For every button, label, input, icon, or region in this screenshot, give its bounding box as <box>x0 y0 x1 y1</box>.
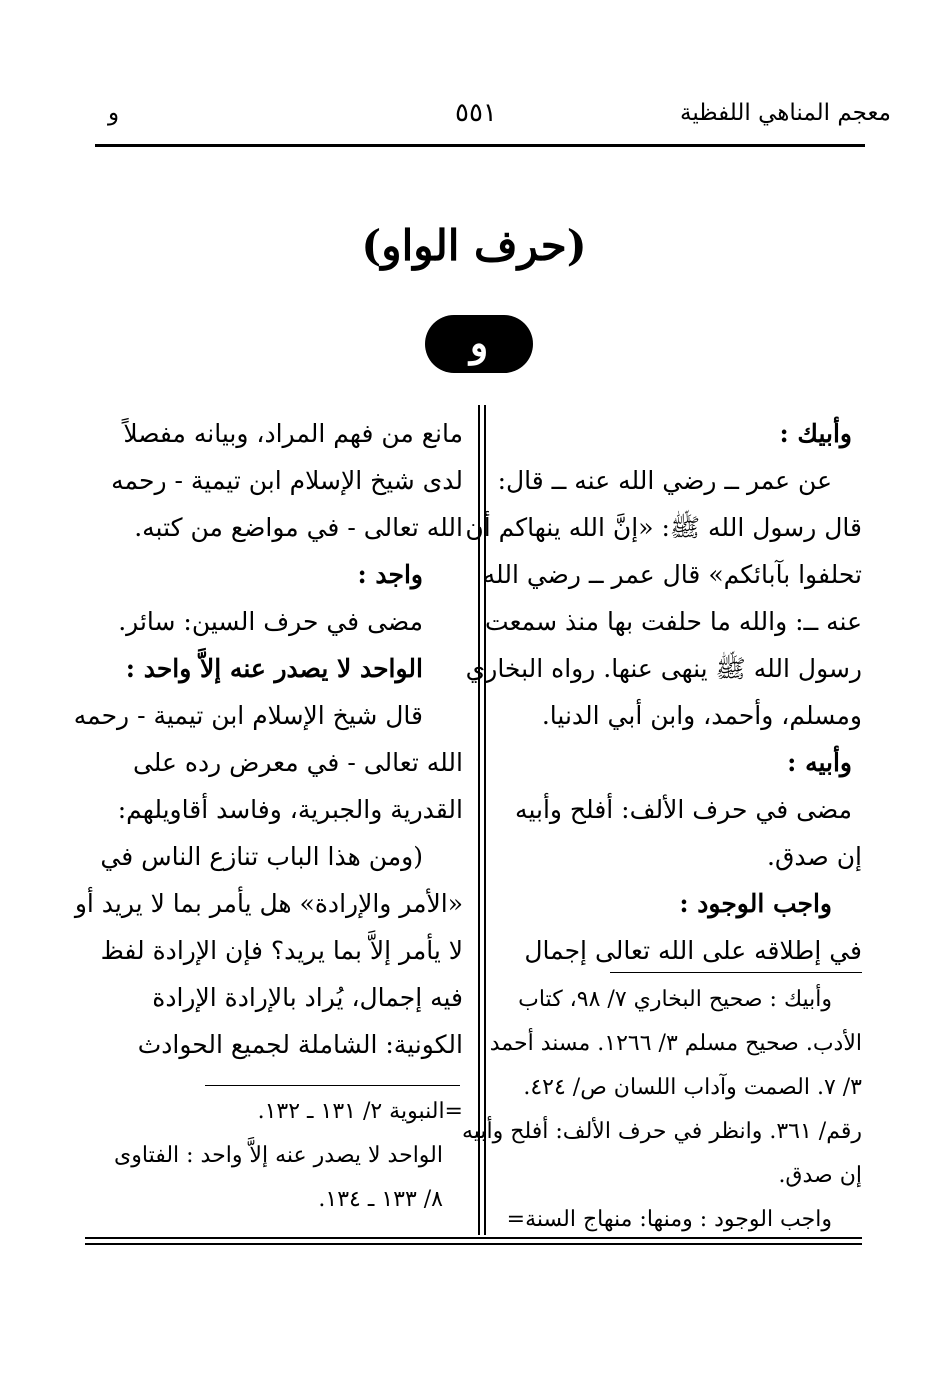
text-line: ومسلم، وأحمد، وابن أبي الدنيا. <box>541 701 862 730</box>
left-column <box>73 410 463 1068</box>
page-number: ٥٥١ <box>455 98 497 128</box>
book-title: معجم المناهي اللفظية <box>680 100 891 126</box>
right-footnotes <box>462 978 862 1242</box>
footnote-line: واجب الوجود : ومنها: منهاج السنة= <box>506 1207 832 1232</box>
text-line: القدرية والجبرية، وفاسد أقاويلهم: <box>117 795 463 824</box>
text-line: «الأمر والإرادة» هل يأمر بما لا يريد أو <box>74 889 463 918</box>
left-footnotes <box>85 1090 463 1222</box>
bottom-rule <box>85 1243 862 1245</box>
right-column <box>465 410 862 974</box>
footnote-line: ٨/ ١٣٣ ـ ١٣٤. <box>318 1187 443 1212</box>
footnote-rule <box>610 972 862 973</box>
footnote-rule <box>205 1085 460 1086</box>
text-line: الكونية: الشاملة لجميع الحوادث <box>137 1030 463 1059</box>
text-line: مضى في حرف السين: سائر. <box>118 607 423 636</box>
text-line: مانع من فهم المراد، وبيانه مفصلاً <box>123 419 463 448</box>
text-line: إن صدق. <box>767 842 862 871</box>
text-line: لدى شيخ الإسلام ابن تيمية - رحمه <box>111 466 463 495</box>
section-letter: و <box>108 100 120 126</box>
text-line: (ومن هذا الباب تنازع الناس في <box>100 842 423 871</box>
text-line: الله تعالى - في معرض رده على <box>132 748 463 777</box>
header-rule <box>95 144 865 147</box>
text-line: في إطلاقه على الله تعالى إجمال <box>524 936 862 965</box>
text-line: فيه إجمال، يُراد بالإرادة الإرادة <box>152 983 463 1012</box>
text-line: قال شيخ الإسلام ابن تيمية - رحمه <box>73 701 423 730</box>
footnote-line: رقم/ ٣٦١. وانظر في حرف الألف: أفلح وأبيه <box>462 1119 862 1144</box>
footnote-line: الواحد لا يصدر عنه إلاَّ واحد : الفتاوى <box>114 1143 443 1168</box>
footnote-line: =النبوية ٢/ ١٣١ ـ ١٣٢. <box>257 1099 463 1124</box>
text-line: مضى في حرف الألف: أفلح وأبيه <box>515 795 852 824</box>
text-line: تحلفوا بآبائكم» قال عمر ــ رضي الله <box>482 560 862 589</box>
chapter-title: (حرف الواو) <box>361 221 587 270</box>
footnote-line: إن صدق. <box>778 1163 862 1188</box>
entry-heading: واجب الوجود : <box>679 889 832 918</box>
footnote-line: ٣/ ٧. الصمت وآداب اللسان ص/ ٤٢٤. <box>523 1075 862 1100</box>
text-line: الله تعالى - في مواضع من كتبه. <box>134 513 463 542</box>
entry-heading: الواحد لا يصدر عنه إلاَّ واحد : <box>125 654 423 683</box>
text-line: عن عمر ــ رضي الله عنه ــ قال: <box>497 466 832 495</box>
entry-heading: وأبيك : <box>779 419 852 448</box>
entry-heading: وأبيه : <box>787 748 852 777</box>
entry-heading: واجد : <box>357 560 423 589</box>
text-line: عنه ــ: والله ما حلفت بها منذ سمعت <box>485 607 862 636</box>
footnote-line: وأبيك : صحيح البخاري ٧/ ٩٨، كتاب <box>518 987 832 1012</box>
text-line: قال رسول الله ﷺ: «إنَّ الله ينهاكم أن <box>465 513 862 542</box>
bottom-rule <box>85 1237 862 1239</box>
text-line: رسول الله ﷺ ينهى عنها. رواه البخاري <box>465 654 862 683</box>
letter-badge: و <box>425 315 533 373</box>
text-line: لا يأمر إلاَّ بما يريد؟ فإن الإرادة لفظ <box>100 936 463 965</box>
footnote-line: الأدب. صحيح مسلم ٣/ ١٢٦٦. مسند أحمد <box>489 1031 862 1056</box>
